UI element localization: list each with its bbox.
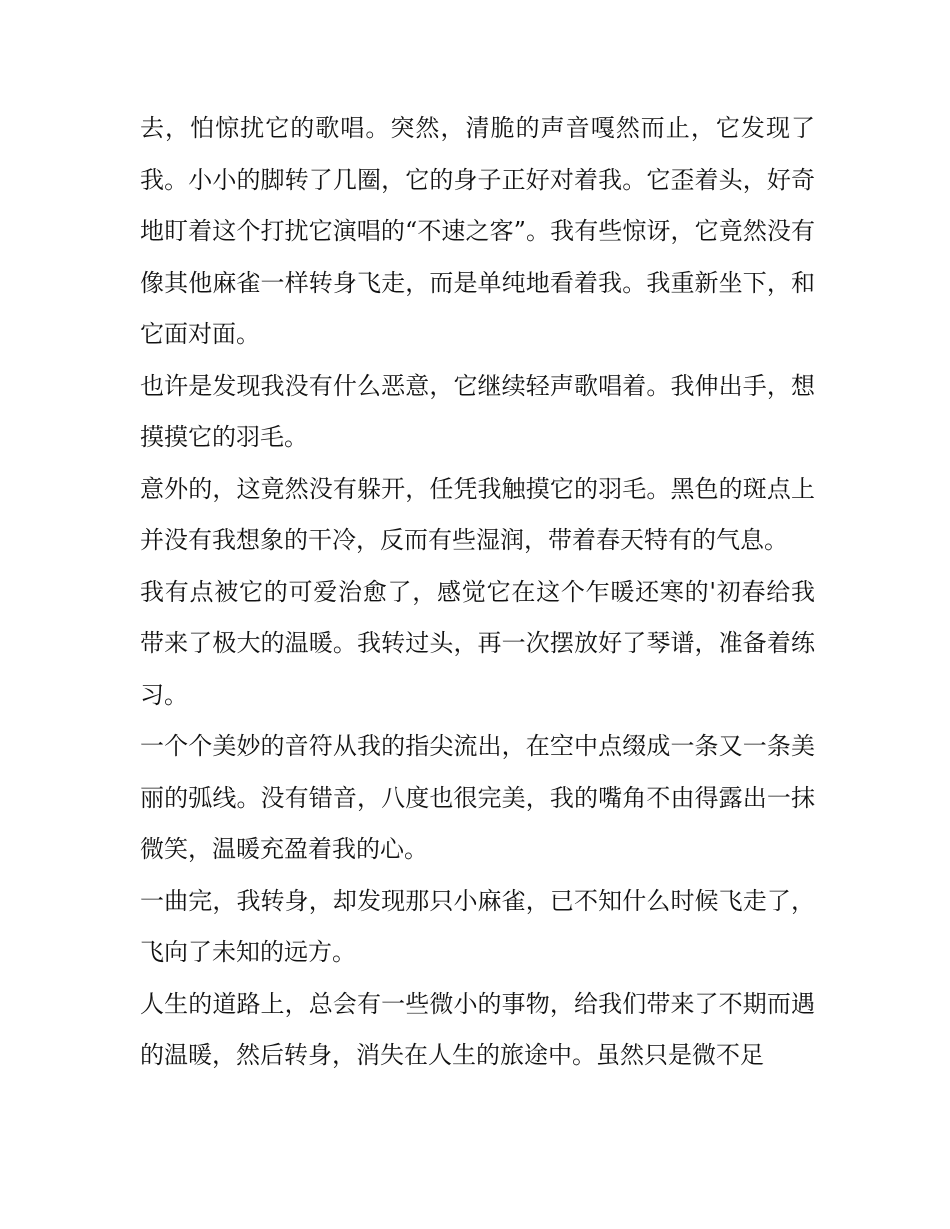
paragraph-5: 一个个美妙的音符从我的指尖流出，在空中点缀成一条又一条美丽的弧线。没有错音，八度也很完美，我的嘴角不由得露出一抹微笑，温暖充盈着我的心。 (140, 732, 815, 863)
paragraph-2: 也许是发现我没有什么恶意，它继续轻声歌唱着。我伸出手，想摸摸它的羽毛。 (140, 371, 815, 451)
paragraph-6: 一曲完，我转身，却发现那只小麻雀，已不知什么时候飞走了，飞向了未知的远方。 (140, 886, 815, 966)
document-body (140, 103, 815, 1082)
paragraph-3: 意外的，这竟然没有躲开，任凭我触摸它的羽毛。黑色的斑点上并没有我想象的干冷，反而有些湿润，带着春天特有的气息。 (140, 474, 815, 554)
paragraph-4: 我有点被它的可爱治愈了，感觉它在这个乍暖还寒的'初春给我带来了极大的温暖。我转过头，再一次摆放好了琴谱，准备着练习。 (140, 577, 815, 709)
paragraph-7: 人生的道路上，总会有一些微小的事物，给我们带来了不期而遇的温暖，然后转身，消失在人生的旅途中。虽然只是微不足 (140, 989, 815, 1069)
paragraph-1: 去，怕惊扰它的歌唱。突然，清脆的声音嘎然而止，它发现了我。小小的脚转了几圈，它的身子正好对着我。它歪着头，好奇地盯着这个打扰它演唱的“不速之客”。我有些惊讶，它竟然没有像其他麻雀一样转身飞走，而是单纯地看着我。我重新坐下，和它面对面。 (140, 114, 815, 348)
